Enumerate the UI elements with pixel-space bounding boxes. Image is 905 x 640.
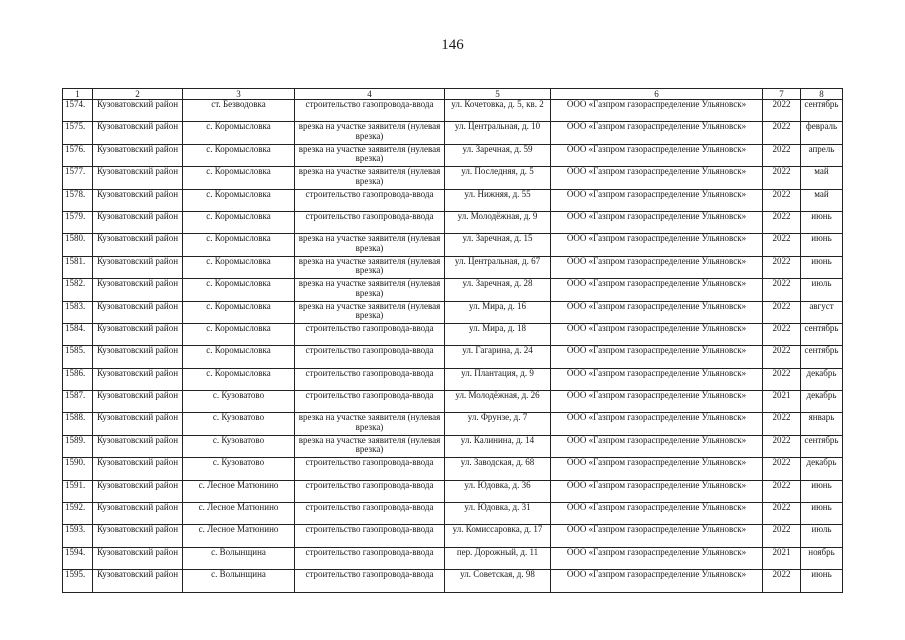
- address-cell: ул. Фрунзе, д. 7: [445, 413, 551, 435]
- row-number: 1576.: [63, 144, 93, 166]
- organization-cell: ООО «Газпром газораспределение Ульяновск»: [551, 458, 763, 480]
- month-cell: декабрь: [801, 368, 843, 390]
- row-number: 1594.: [63, 547, 93, 569]
- month-cell: сентябрь: [801, 100, 843, 122]
- row-number: 1582.: [63, 279, 93, 301]
- year-cell: 2022: [763, 570, 801, 592]
- settlement-cell: с. Кузоватово: [183, 458, 295, 480]
- district-cell: Кузоватовский район: [93, 391, 183, 413]
- year-cell: 2022: [763, 323, 801, 345]
- organization-cell: ООО «Газпром газораспределение Ульяновск»: [551, 144, 763, 166]
- address-cell: ул. Центральная, д. 10: [445, 122, 551, 144]
- month-cell: июль: [801, 279, 843, 301]
- settlement-cell: с. Коромысловка: [183, 144, 295, 166]
- year-cell: 2022: [763, 368, 801, 390]
- year-cell: 2022: [763, 435, 801, 457]
- organization-cell: ООО «Газпром газораспределение Ульяновск»: [551, 301, 763, 323]
- year-cell: 2022: [763, 503, 801, 525]
- address-cell: ул. Последняя, д. 5: [445, 167, 551, 189]
- organization-cell: ООО «Газпром газораспределение Ульяновск»: [551, 279, 763, 301]
- settlement-cell: с. Лесное Матюнино: [183, 480, 295, 502]
- district-cell: Кузоватовский район: [93, 503, 183, 525]
- organization-cell: ООО «Газпром газораспределение Ульяновск»: [551, 256, 763, 278]
- district-cell: Кузоватовский район: [93, 458, 183, 480]
- table-row: [63, 368, 843, 390]
- month-cell: декабрь: [801, 458, 843, 480]
- settlement-cell: с. Коромысловка: [183, 323, 295, 345]
- work-type-cell: врезка на участке заявителя (нулевая врезка): [295, 435, 445, 457]
- column-header: 7: [763, 89, 801, 100]
- organization-cell: ООО «Газпром газораспределение Ульяновск»: [551, 211, 763, 233]
- organization-cell: ООО «Газпром газораспределение Ульяновск»: [551, 525, 763, 547]
- work-type-cell: врезка на участке заявителя (нулевая врезка): [295, 122, 445, 144]
- work-type-cell: строительство газопровода-ввода: [295, 458, 445, 480]
- settlement-cell: с. Кузоватово: [183, 435, 295, 457]
- row-number: 1580.: [63, 234, 93, 256]
- organization-cell: ООО «Газпром газораспределение Ульяновск»: [551, 503, 763, 525]
- district-cell: Кузоватовский район: [93, 256, 183, 278]
- district-cell: Кузоватовский район: [93, 323, 183, 345]
- address-cell: ул. Молодёжная, д. 26: [445, 391, 551, 413]
- organization-cell: ООО «Газпром газораспределение Ульяновск»: [551, 413, 763, 435]
- month-cell: ноябрь: [801, 547, 843, 569]
- organization-cell: ООО «Газпром газораспределение Ульяновск»: [551, 368, 763, 390]
- row-number: 1579.: [63, 211, 93, 233]
- row-number: 1589.: [63, 435, 93, 457]
- table-row: [63, 547, 843, 569]
- column-header: 3: [183, 89, 295, 100]
- address-cell: ул. Заводская, д. 68: [445, 458, 551, 480]
- organization-cell: ООО «Газпром газораспределение Ульяновск»: [551, 167, 763, 189]
- address-cell: ул. Юдовка, д. 36: [445, 480, 551, 502]
- work-type-cell: строительство газопровода-ввода: [295, 189, 445, 211]
- month-cell: февраль: [801, 122, 843, 144]
- table-row: [63, 346, 843, 368]
- table-row: [63, 570, 843, 592]
- district-cell: Кузоватовский район: [93, 279, 183, 301]
- settlement-cell: с. Коромысловка: [183, 301, 295, 323]
- settlement-cell: с. Волынщина: [183, 570, 295, 592]
- district-cell: Кузоватовский район: [93, 525, 183, 547]
- work-type-cell: строительство газопровода-ввода: [295, 368, 445, 390]
- column-header: 6: [551, 89, 763, 100]
- settlement-cell: с. Коромысловка: [183, 189, 295, 211]
- row-number: 1575.: [63, 122, 93, 144]
- month-cell: июнь: [801, 570, 843, 592]
- year-cell: 2022: [763, 525, 801, 547]
- table-row: [63, 525, 843, 547]
- row-number: 1578.: [63, 189, 93, 211]
- month-cell: июнь: [801, 211, 843, 233]
- table-row: [63, 167, 843, 189]
- settlement-cell: с. Коромысловка: [183, 346, 295, 368]
- table-row: [63, 256, 843, 278]
- month-cell: июнь: [801, 503, 843, 525]
- organization-cell: ООО «Газпром газораспределение Ульяновск»: [551, 570, 763, 592]
- address-cell: ул. Мира, д. 16: [445, 301, 551, 323]
- settlement-cell: с. Кузоватово: [183, 391, 295, 413]
- table-row: [63, 301, 843, 323]
- work-type-cell: строительство газопровода-ввода: [295, 211, 445, 233]
- address-cell: ул. Заречная, д. 59: [445, 144, 551, 166]
- district-cell: Кузоватовский район: [93, 100, 183, 122]
- work-type-cell: врезка на участке заявителя (нулевая врезка): [295, 301, 445, 323]
- year-cell: 2021: [763, 391, 801, 413]
- district-cell: Кузоватовский район: [93, 144, 183, 166]
- row-number: 1591.: [63, 480, 93, 502]
- address-cell: ул. Центральная, д. 67: [445, 256, 551, 278]
- settlement-cell: с. Коромысловка: [183, 122, 295, 144]
- document-table: [62, 88, 843, 593]
- table-row: [63, 503, 843, 525]
- work-type-cell: строительство газопровода-ввода: [295, 570, 445, 592]
- organization-cell: ООО «Газпром газораспределение Ульяновск»: [551, 122, 763, 144]
- year-cell: 2022: [763, 167, 801, 189]
- table-row: [63, 144, 843, 166]
- work-type-cell: строительство газопровода-ввода: [295, 323, 445, 345]
- settlement-cell: с. Кузоватово: [183, 413, 295, 435]
- year-cell: 2021: [763, 547, 801, 569]
- settlement-cell: с. Коромысловка: [183, 368, 295, 390]
- district-cell: Кузоватовский район: [93, 234, 183, 256]
- work-type-cell: врезка на участке заявителя (нулевая врезка): [295, 234, 445, 256]
- address-cell: ул. Заречная, д. 28: [445, 279, 551, 301]
- page-number: 146: [441, 37, 464, 53]
- table-row: [63, 480, 843, 502]
- year-cell: 2022: [763, 458, 801, 480]
- organization-cell: ООО «Газпром газораспределение Ульяновск»: [551, 100, 763, 122]
- year-cell: 2022: [763, 234, 801, 256]
- table-row: [63, 122, 843, 144]
- work-type-cell: строительство газопровода-ввода: [295, 346, 445, 368]
- district-cell: Кузоватовский район: [93, 435, 183, 457]
- district-cell: Кузоватовский район: [93, 301, 183, 323]
- settlement-cell: с. Коромысловка: [183, 279, 295, 301]
- month-cell: июнь: [801, 256, 843, 278]
- address-cell: ул. Комиссаровка, д. 17: [445, 525, 551, 547]
- month-cell: июль: [801, 525, 843, 547]
- year-cell: 2022: [763, 256, 801, 278]
- year-cell: 2022: [763, 346, 801, 368]
- column-header: 4: [295, 89, 445, 100]
- organization-cell: ООО «Газпром газораспределение Ульяновск»: [551, 234, 763, 256]
- table-row: [63, 413, 843, 435]
- district-cell: Кузоватовский район: [93, 122, 183, 144]
- row-number: 1592.: [63, 503, 93, 525]
- work-type-cell: строительство газопровода-ввода: [295, 547, 445, 569]
- row-number: 1595.: [63, 570, 93, 592]
- work-type-cell: строительство газопровода-ввода: [295, 100, 445, 122]
- address-cell: ул. Калинина, д. 14: [445, 435, 551, 457]
- year-cell: 2022: [763, 279, 801, 301]
- row-number: 1588.: [63, 413, 93, 435]
- organization-cell: ООО «Газпром газораспределение Ульяновск»: [551, 435, 763, 457]
- column-header: 1: [63, 89, 93, 100]
- work-type-cell: строительство газопровода-ввода: [295, 391, 445, 413]
- row-number: 1574.: [63, 100, 93, 122]
- settlement-cell: с. Волынщина: [183, 547, 295, 569]
- district-cell: Кузоватовский район: [93, 167, 183, 189]
- settlement-cell: с. Коромысловка: [183, 211, 295, 233]
- table-row: [63, 279, 843, 301]
- address-cell: ул. Советская, д. 98: [445, 570, 551, 592]
- address-cell: ул. Плантация, д. 9: [445, 368, 551, 390]
- month-cell: август: [801, 301, 843, 323]
- address-cell: ул. Нижняя, д. 55: [445, 189, 551, 211]
- address-cell: ул. Мира, д. 18: [445, 323, 551, 345]
- settlement-cell: с. Коромысловка: [183, 234, 295, 256]
- year-cell: 2022: [763, 480, 801, 502]
- row-number: 1584.: [63, 323, 93, 345]
- month-cell: сентябрь: [801, 346, 843, 368]
- month-cell: декабрь: [801, 391, 843, 413]
- month-cell: май: [801, 189, 843, 211]
- organization-cell: ООО «Газпром газораспределение Ульяновск»: [551, 547, 763, 569]
- address-cell: ул. Гагарина, д. 24: [445, 346, 551, 368]
- organization-cell: ООО «Газпром газораспределение Ульяновск»: [551, 391, 763, 413]
- table-row: [63, 211, 843, 233]
- table-row: [63, 189, 843, 211]
- district-cell: Кузоватовский район: [93, 547, 183, 569]
- table-row: [63, 458, 843, 480]
- column-header: 2: [93, 89, 183, 100]
- year-cell: 2022: [763, 413, 801, 435]
- work-type-cell: строительство газопровода-ввода: [295, 525, 445, 547]
- district-cell: Кузоватовский район: [93, 570, 183, 592]
- table-row: [63, 234, 843, 256]
- address-cell: пер. Дорожный, д. 11: [445, 547, 551, 569]
- settlement-cell: с. Коромысловка: [183, 167, 295, 189]
- address-cell: ул. Молодёжная, д. 9: [445, 211, 551, 233]
- address-cell: ул. Заречная, д. 15: [445, 234, 551, 256]
- settlement-cell: с. Лесное Матюнино: [183, 525, 295, 547]
- row-number: 1577.: [63, 167, 93, 189]
- address-cell: ул. Юдовка, д. 31: [445, 503, 551, 525]
- district-cell: Кузоватовский район: [93, 211, 183, 233]
- row-number: 1587.: [63, 391, 93, 413]
- table-header-row: [63, 89, 843, 100]
- organization-cell: ООО «Газпром газораспределение Ульяновск»: [551, 189, 763, 211]
- work-type-cell: строительство газопровода-ввода: [295, 480, 445, 502]
- year-cell: 2022: [763, 100, 801, 122]
- district-cell: Кузоватовский район: [93, 346, 183, 368]
- work-type-cell: врезка на участке заявителя (нулевая врезка): [295, 144, 445, 166]
- month-cell: сентябрь: [801, 435, 843, 457]
- month-cell: июнь: [801, 480, 843, 502]
- month-cell: май: [801, 167, 843, 189]
- month-cell: январь: [801, 413, 843, 435]
- organization-cell: ООО «Газпром газораспределение Ульяновск»: [551, 480, 763, 502]
- month-cell: апрель: [801, 144, 843, 166]
- row-number: 1585.: [63, 346, 93, 368]
- organization-cell: ООО «Газпром газораспределение Ульяновск»: [551, 346, 763, 368]
- address-cell: ул. Кочетовка, д. 5, кв. 2: [445, 100, 551, 122]
- district-cell: Кузоватовский район: [93, 413, 183, 435]
- district-cell: Кузоватовский район: [93, 189, 183, 211]
- month-cell: сентябрь: [801, 323, 843, 345]
- settlement-cell: с. Лесное Матюнино: [183, 503, 295, 525]
- table-row: [63, 391, 843, 413]
- year-cell: 2022: [763, 301, 801, 323]
- year-cell: 2022: [763, 211, 801, 233]
- month-cell: июнь: [801, 234, 843, 256]
- year-cell: 2022: [763, 189, 801, 211]
- row-number: 1583.: [63, 301, 93, 323]
- work-type-cell: врезка на участке заявителя (нулевая врезка): [295, 256, 445, 278]
- table-row: [63, 100, 843, 122]
- work-type-cell: строительство газопровода-ввода: [295, 503, 445, 525]
- district-cell: Кузоватовский район: [93, 480, 183, 502]
- column-header: 8: [801, 89, 843, 100]
- work-type-cell: врезка на участке заявителя (нулевая врезка): [295, 167, 445, 189]
- year-cell: 2022: [763, 122, 801, 144]
- table-row: [63, 435, 843, 457]
- column-header: 5: [445, 89, 551, 100]
- table-body: [63, 100, 843, 593]
- row-number: 1593.: [63, 525, 93, 547]
- district-cell: Кузоватовский район: [93, 368, 183, 390]
- organization-cell: ООО «Газпром газораспределение Ульяновск»: [551, 323, 763, 345]
- table-row: [63, 323, 843, 345]
- settlement-cell: с. Коромысловка: [183, 256, 295, 278]
- row-number: 1590.: [63, 458, 93, 480]
- row-number: 1581.: [63, 256, 93, 278]
- work-type-cell: врезка на участке заявителя (нулевая врезка): [295, 279, 445, 301]
- settlement-cell: ст. Безводовка: [183, 100, 295, 122]
- work-type-cell: врезка на участке заявителя (нулевая врезка): [295, 413, 445, 435]
- year-cell: 2022: [763, 144, 801, 166]
- row-number: 1586.: [63, 368, 93, 390]
